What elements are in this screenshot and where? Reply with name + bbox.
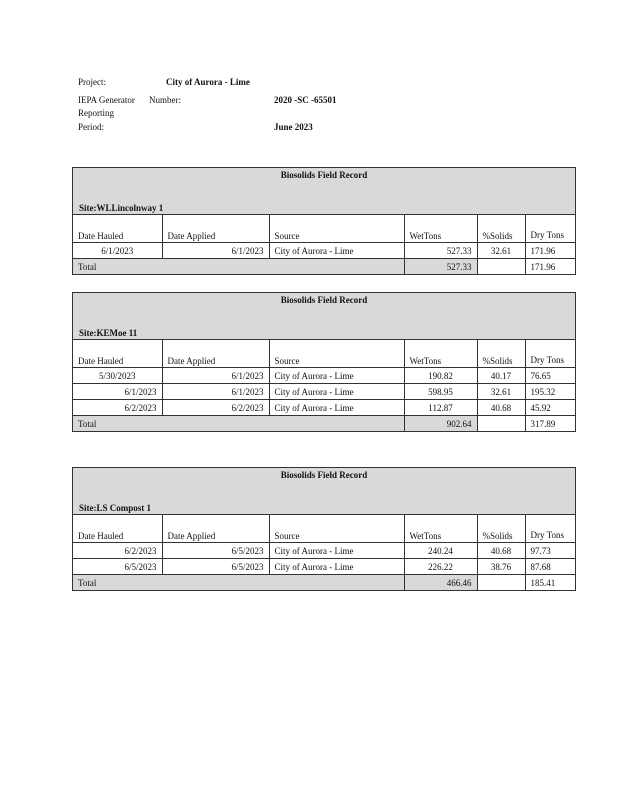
cell-date-hauled: 6/1/2023 [73, 384, 162, 400]
table-title-band [73, 293, 575, 340]
col-dry-tons: Dry Tons [525, 515, 575, 543]
total-label: Total [73, 416, 404, 432]
site-name: Site:WLLincolnway 1 [79, 203, 164, 213]
col-source: Source [269, 340, 404, 368]
iepa-label-line2: Reporting [78, 108, 114, 118]
cell-source: City of Aurora - Lime [269, 368, 404, 384]
total-wet-tons: 902.64 [404, 416, 477, 432]
cell-dry-tons: 195.32 [525, 384, 575, 400]
total-row [73, 416, 575, 432]
col-source: Source [269, 215, 404, 243]
cell-wet-tons: 598.95 [404, 384, 477, 400]
table-title: Biosolids Field Record [280, 470, 368, 480]
cell-source: City of Aurora - Lime [269, 400, 404, 416]
cell-pct-solids: 40.68 [477, 543, 525, 559]
col-date-hauled: Date Hauled [73, 340, 162, 368]
total-label: Total [73, 575, 404, 591]
cell-dry-tons: 76.65 [525, 368, 575, 384]
table-title: Biosolids Field Record [280, 295, 368, 305]
cell-date-hauled: 6/1/2023 [73, 243, 162, 259]
table-row [73, 243, 575, 259]
table-row [73, 400, 575, 416]
col-pct-solids: %Solids [477, 340, 525, 368]
total-dry-tons: 171.96 [525, 259, 575, 275]
total-pct-solids [477, 416, 525, 432]
total-dry-tons: 185.41 [525, 575, 575, 591]
table-title: Biosolids Field Record [280, 170, 368, 180]
table-row [73, 559, 575, 575]
cell-source: City of Aurora - Lime [269, 559, 404, 575]
site-name: Site:KEMoe 11 [79, 328, 138, 338]
cell-pct-solids: 32.61 [477, 243, 525, 259]
record-table [73, 515, 575, 590]
cell-dry-tons: 171.96 [525, 243, 575, 259]
col-wet-tons: WetTons [404, 340, 477, 368]
col-wet-tons: WetTons [404, 215, 477, 243]
cell-date-hauled: 6/2/2023 [73, 400, 162, 416]
cell-date-applied: 6/1/2023 [162, 368, 269, 384]
col-dry-tons: Dry Tons [525, 215, 575, 243]
column-header-row [73, 340, 575, 368]
col-date-hauled: Date Hauled [73, 515, 162, 543]
table-row [73, 368, 575, 384]
col-pct-solids: %Solids [477, 515, 525, 543]
cell-dry-tons: 87.68 [525, 559, 575, 575]
cell-dry-tons: 97.73 [525, 543, 575, 559]
total-wet-tons: 466.46 [404, 575, 477, 591]
col-date-hauled: Date Hauled [73, 215, 162, 243]
cell-wet-tons: 190.82 [404, 368, 477, 384]
cell-source: City of Aurora - Lime [269, 243, 404, 259]
cell-wet-tons: 240.24 [404, 543, 477, 559]
total-wet-tons: 527.33 [404, 259, 477, 275]
col-date-applied: Date Applied [162, 515, 269, 543]
cell-date-applied: 6/5/2023 [162, 559, 269, 575]
cell-source: City of Aurora - Lime [269, 543, 404, 559]
cell-wet-tons: 112.87 [404, 400, 477, 416]
cell-dry-tons: 45.92 [525, 400, 575, 416]
period-value: June 2023 [274, 122, 313, 132]
col-date-applied: Date Applied [162, 340, 269, 368]
number-value: 2020 -SC -65501 [274, 95, 337, 105]
column-header-row [73, 515, 575, 543]
col-pct-solids: %Solids [477, 215, 525, 243]
cell-date-applied: 6/1/2023 [162, 243, 269, 259]
cell-pct-solids: 32.61 [477, 384, 525, 400]
number-label: Number: [149, 95, 181, 105]
total-dry-tons: 317.89 [525, 416, 575, 432]
field-record-table [72, 467, 576, 591]
column-header-row [73, 215, 575, 243]
table-title-band [73, 168, 575, 215]
total-pct-solids [477, 575, 525, 591]
cell-pct-solids: 40.17 [477, 368, 525, 384]
table-row [73, 384, 575, 400]
site-name: Site:LS Compost 1 [79, 503, 152, 513]
cell-pct-solids: 40.68 [477, 400, 525, 416]
field-record-table [72, 292, 576, 432]
project-label: Project: [78, 77, 106, 87]
cell-date-hauled: 6/5/2023 [73, 559, 162, 575]
total-row [73, 575, 575, 591]
col-dry-tons: Dry Tons [525, 340, 575, 368]
cell-date-hauled: 6/2/2023 [73, 543, 162, 559]
col-wet-tons: WetTons [404, 515, 477, 543]
total-pct-solids [477, 259, 525, 275]
project-value: City of Aurora - Lime [166, 77, 250, 87]
col-date-applied: Date Applied [162, 215, 269, 243]
total-row [73, 259, 575, 275]
cell-date-applied: 6/5/2023 [162, 543, 269, 559]
record-table [73, 215, 575, 274]
col-source: Source [269, 515, 404, 543]
cell-date-applied: 6/1/2023 [162, 384, 269, 400]
cell-date-hauled: 5/30/2023 [73, 368, 162, 384]
iepa-label-line1: IEPA Generator [78, 95, 135, 105]
cell-source: City of Aurora - Lime [269, 384, 404, 400]
field-record-table [72, 167, 576, 275]
cell-pct-solids: 38.76 [477, 559, 525, 575]
table-row [73, 543, 575, 559]
record-table [73, 340, 575, 431]
cell-wet-tons: 226.22 [404, 559, 477, 575]
table-title-band [73, 468, 575, 515]
total-label: Total [73, 259, 404, 275]
period-label: Period: [78, 122, 104, 132]
cell-wet-tons: 527.33 [404, 243, 477, 259]
cell-date-applied: 6/2/2023 [162, 400, 269, 416]
